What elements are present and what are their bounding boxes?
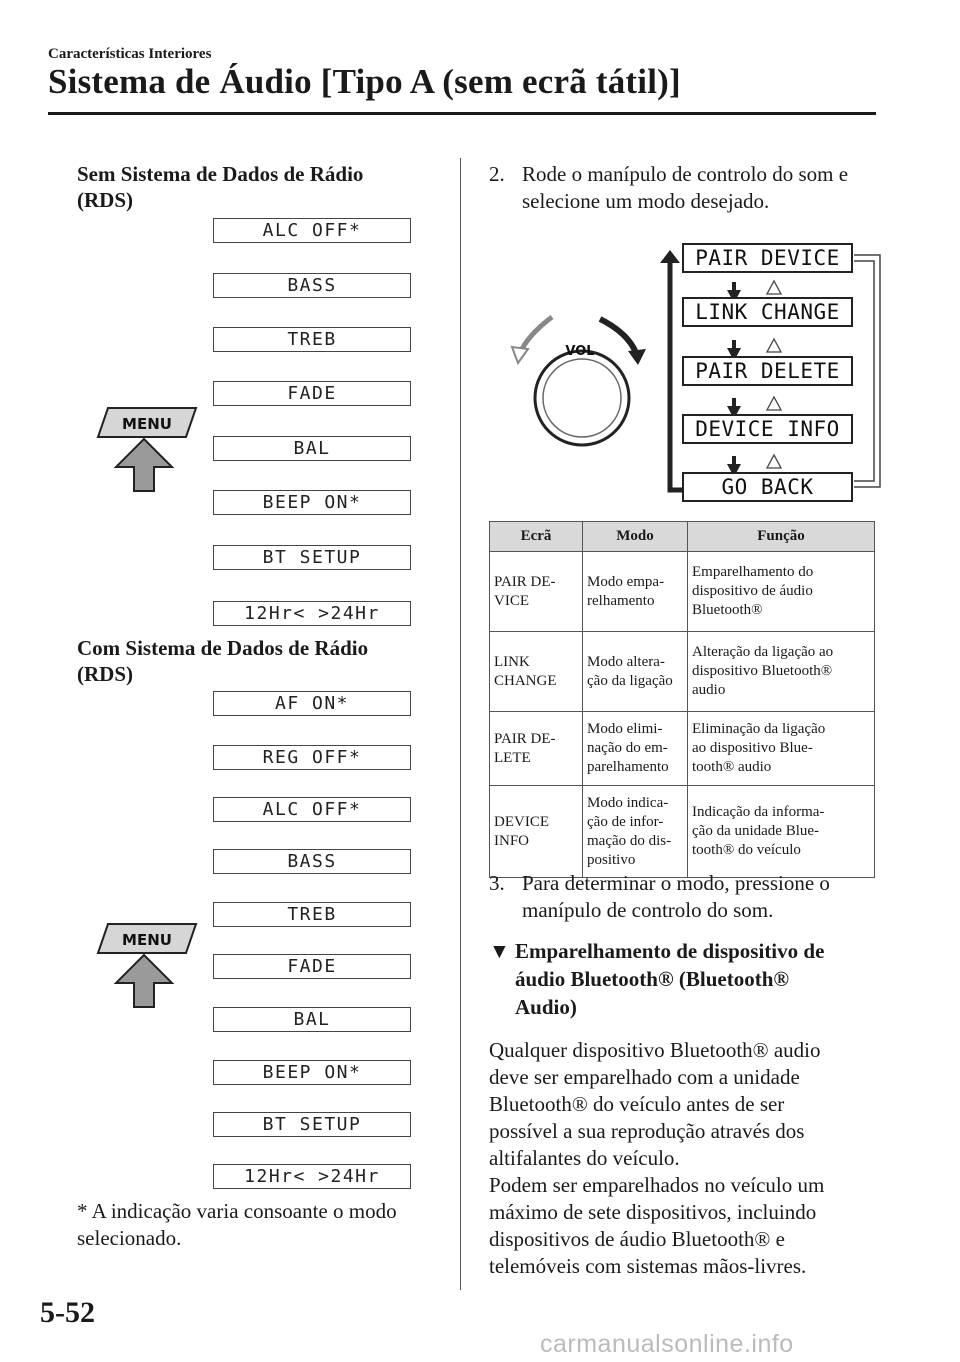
device-mode-box: LINK CHANGE bbox=[682, 297, 853, 327]
table-cell-screen: DEVICE INFO bbox=[490, 786, 583, 878]
table-cell-function: Alteração da ligação ao dispositivo Bluetooth® audio bbox=[688, 632, 875, 712]
step-2-number: 2. bbox=[489, 162, 505, 186]
page-number: 5-52 bbox=[40, 1296, 95, 1329]
lcd-item: BASS bbox=[213, 849, 411, 874]
lcd-item: TREB bbox=[213, 327, 411, 352]
lcd-item: BT SETUP bbox=[213, 545, 411, 570]
rds-heading-line1: Com Sistema de Dados de Rádio bbox=[77, 636, 369, 660]
footnote-line2: selecionado. bbox=[77, 1226, 182, 1250]
table-header-row bbox=[490, 522, 875, 552]
up-arrow-icon bbox=[767, 339, 781, 352]
menu-button-press-icon bbox=[96, 403, 206, 498]
table-cell-function: Indicação da informa- ção da unidade Blue- tooth® do veículo bbox=[688, 786, 875, 878]
subsection-line3: Audio) bbox=[515, 995, 577, 1019]
watermark: carmanualsonline.info bbox=[540, 1330, 794, 1358]
device-mode-box: DEVICE INFO bbox=[682, 414, 853, 444]
table-cell-mode: Modo elimi- nação do em- parelhamento bbox=[583, 712, 688, 786]
menu-button-press-icon bbox=[96, 919, 206, 1014]
subsection-marker-icon: ▼ bbox=[489, 939, 510, 963]
up-arrow-icon bbox=[767, 281, 781, 294]
mode-table bbox=[489, 521, 875, 878]
footnote-line1: * A indicação varia consoante o modo bbox=[77, 1199, 397, 1223]
step-2-line1: Rode o manípulo de controlo do som e bbox=[522, 162, 849, 186]
lcd-item: BAL bbox=[213, 1007, 411, 1032]
subsection-line1: Emparelhamento de dispositivo de bbox=[515, 939, 825, 963]
no-rds-heading-line2: (RDS) bbox=[77, 188, 133, 212]
subsection-heading bbox=[489, 937, 879, 1021]
paragraph-line: telemóveis com sistemas mãos-livres. bbox=[489, 1254, 807, 1278]
subsection-line2: áudio Bluetooth® (Bluetooth® bbox=[515, 967, 790, 991]
footnote bbox=[77, 1198, 397, 1252]
step-3-line2: manípulo de controlo do som. bbox=[522, 898, 774, 922]
table-row bbox=[490, 632, 875, 712]
lcd-item: ALC OFF* bbox=[213, 218, 411, 243]
lcd-item: BAL bbox=[213, 436, 411, 461]
lcd-item: BT SETUP bbox=[213, 1112, 411, 1137]
device-mode-box: GO BACK bbox=[682, 472, 853, 502]
table-cell-function: Eliminação da ligação ao dispositivo Blue- tooth® audio bbox=[688, 712, 875, 786]
volume-knob-icon bbox=[535, 351, 629, 445]
lcd-item: REG OFF* bbox=[213, 745, 411, 770]
up-arrow-icon bbox=[767, 455, 781, 468]
column-divider bbox=[460, 158, 461, 1290]
body-paragraph bbox=[489, 1037, 879, 1280]
rds-heading-line2: (RDS) bbox=[77, 662, 133, 686]
table-header-screen: Ecrã bbox=[490, 522, 583, 552]
lcd-item: BASS bbox=[213, 273, 411, 298]
paragraph-line: Podem ser emparelhados no veículo um bbox=[489, 1173, 825, 1197]
table-row bbox=[490, 786, 875, 878]
lcd-item: 12Hr< >24Hr bbox=[213, 1164, 411, 1189]
menu-label: MENU bbox=[122, 931, 172, 949]
table-cell-mode: Modo empa- relhamento bbox=[583, 552, 688, 632]
table-cell-mode: Modo altera- ção da ligação bbox=[583, 632, 688, 712]
step-3-line1: Para determinar o modo, pressione o bbox=[522, 871, 830, 895]
section-label: Características Interiores bbox=[48, 46, 212, 62]
up-arrow-icon bbox=[767, 397, 781, 410]
table-row bbox=[490, 552, 875, 632]
table-header-mode: Modo bbox=[583, 522, 688, 552]
table-cell-screen: PAIR DE- LETE bbox=[490, 712, 583, 786]
paragraph-line: dispositivos de áudio Bluetooth® e bbox=[489, 1227, 785, 1251]
knob-label: VOL bbox=[565, 344, 595, 359]
paragraph-line: deve ser emparelhado com a unidade bbox=[489, 1065, 800, 1089]
lcd-item: FADE bbox=[213, 381, 411, 406]
rotate-right-arrow-icon bbox=[600, 319, 636, 353]
menu-label: MENU bbox=[122, 415, 172, 433]
table-cell-screen: LINK CHANGE bbox=[490, 632, 583, 712]
paragraph-line: altifalantes do veículo. bbox=[489, 1146, 680, 1170]
step-3 bbox=[489, 870, 879, 924]
lcd-item: AF ON* bbox=[213, 691, 411, 716]
table-cell-mode: Modo indica- ção de infor- mação do dis- positivo bbox=[583, 786, 688, 878]
table-header-function: Função bbox=[688, 522, 875, 552]
table-cell-screen: PAIR DE- VICE bbox=[490, 552, 583, 632]
no-rds-heading bbox=[77, 161, 363, 213]
device-mode-box: PAIR DELETE bbox=[682, 356, 853, 386]
device-mode-box: PAIR DEVICE bbox=[682, 243, 853, 273]
paragraph-line: Bluetooth® do veículo antes de ser bbox=[489, 1092, 785, 1116]
paragraph-line: Qualquer dispositivo Bluetooth® audio bbox=[489, 1038, 821, 1062]
title-rule bbox=[48, 112, 876, 115]
lcd-item: ALC OFF* bbox=[213, 797, 411, 822]
table-row bbox=[490, 712, 875, 786]
paragraph-line: possível a sua reprodução através dos bbox=[489, 1119, 805, 1143]
step-2 bbox=[489, 161, 879, 215]
step-3-number: 3. bbox=[489, 871, 505, 895]
paragraph-line: máximo de sete dispositivos, incluindo bbox=[489, 1200, 817, 1224]
lcd-item: BEEP ON* bbox=[213, 1060, 411, 1085]
lcd-item: 12Hr< >24Hr bbox=[213, 601, 411, 626]
lcd-item: TREB bbox=[213, 902, 411, 927]
lcd-item: FADE bbox=[213, 954, 411, 979]
step-2-line2: selecione um modo desejado. bbox=[522, 189, 770, 213]
table-cell-function: Emparelhamento do dispositivo de áudio Bluetooth® bbox=[688, 552, 875, 632]
rds-heading bbox=[77, 635, 368, 687]
no-rds-heading-line1: Sem Sistema de Dados de Rádio bbox=[77, 162, 364, 186]
lcd-item: BEEP ON* bbox=[213, 490, 411, 515]
page-title: Sistema de Áudio [Tipo A (sem ecrã tátil)] bbox=[48, 62, 681, 101]
